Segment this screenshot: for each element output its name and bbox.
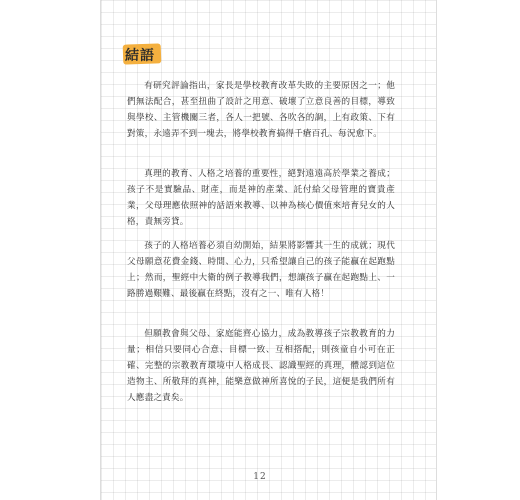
paragraph-4: 但願教會與父母、家庭能齊心協力，成為教導孩子宗教教育的力量；相信只要同心合意、目標一致、互相搭配，則孩童自小可在正確、完整的宗教教育環境中人格成長、認識聖經的真理，體認到這位造物主、所敬拜的真神，能樂意做神所喜悅的子民，這便是我們所有人應盡之責矣。 [127, 329, 395, 403]
paragraph-3: 孩子的人格培養必須自幼開始，結果將影響其一生的成就；現代父母願意花費金錢、時間、心力，只希望讓自己的孩子能贏在起跑點上；然而，聖經中大衛的例子教導我們，想讓孩子贏在起跑點上、一路勝過艱難、最後贏在終點，沒有之一、唯有人格！ [127, 241, 395, 299]
paragraph-1: 有研究評論指出，家長是學校教育改革失敗的主要原因之一；他們無法配合，甚至扭曲了設計之用意、破壞了立意良善的目標，導致與學校、主管機關三者，各人一把號、各吹各的調，上有政策、下有對策，永遠弄不到一塊去，將學校教育搞得千瘡百孔、每況愈下。 [127, 81, 395, 139]
page-number: 12 [253, 472, 267, 482]
paragraph-2: 真理的教育、人格之培養的重要性，絕對遠遠高於學業之養成；孩子不是實驗品、財產，而是神的產業、託付給父母管理的寶貴產業，父母理應依照神的話語來教導、以神為核心價值來培育兒女的人格，責無旁貸。 [127, 169, 395, 227]
section-heading: 結語 [125, 48, 155, 64]
